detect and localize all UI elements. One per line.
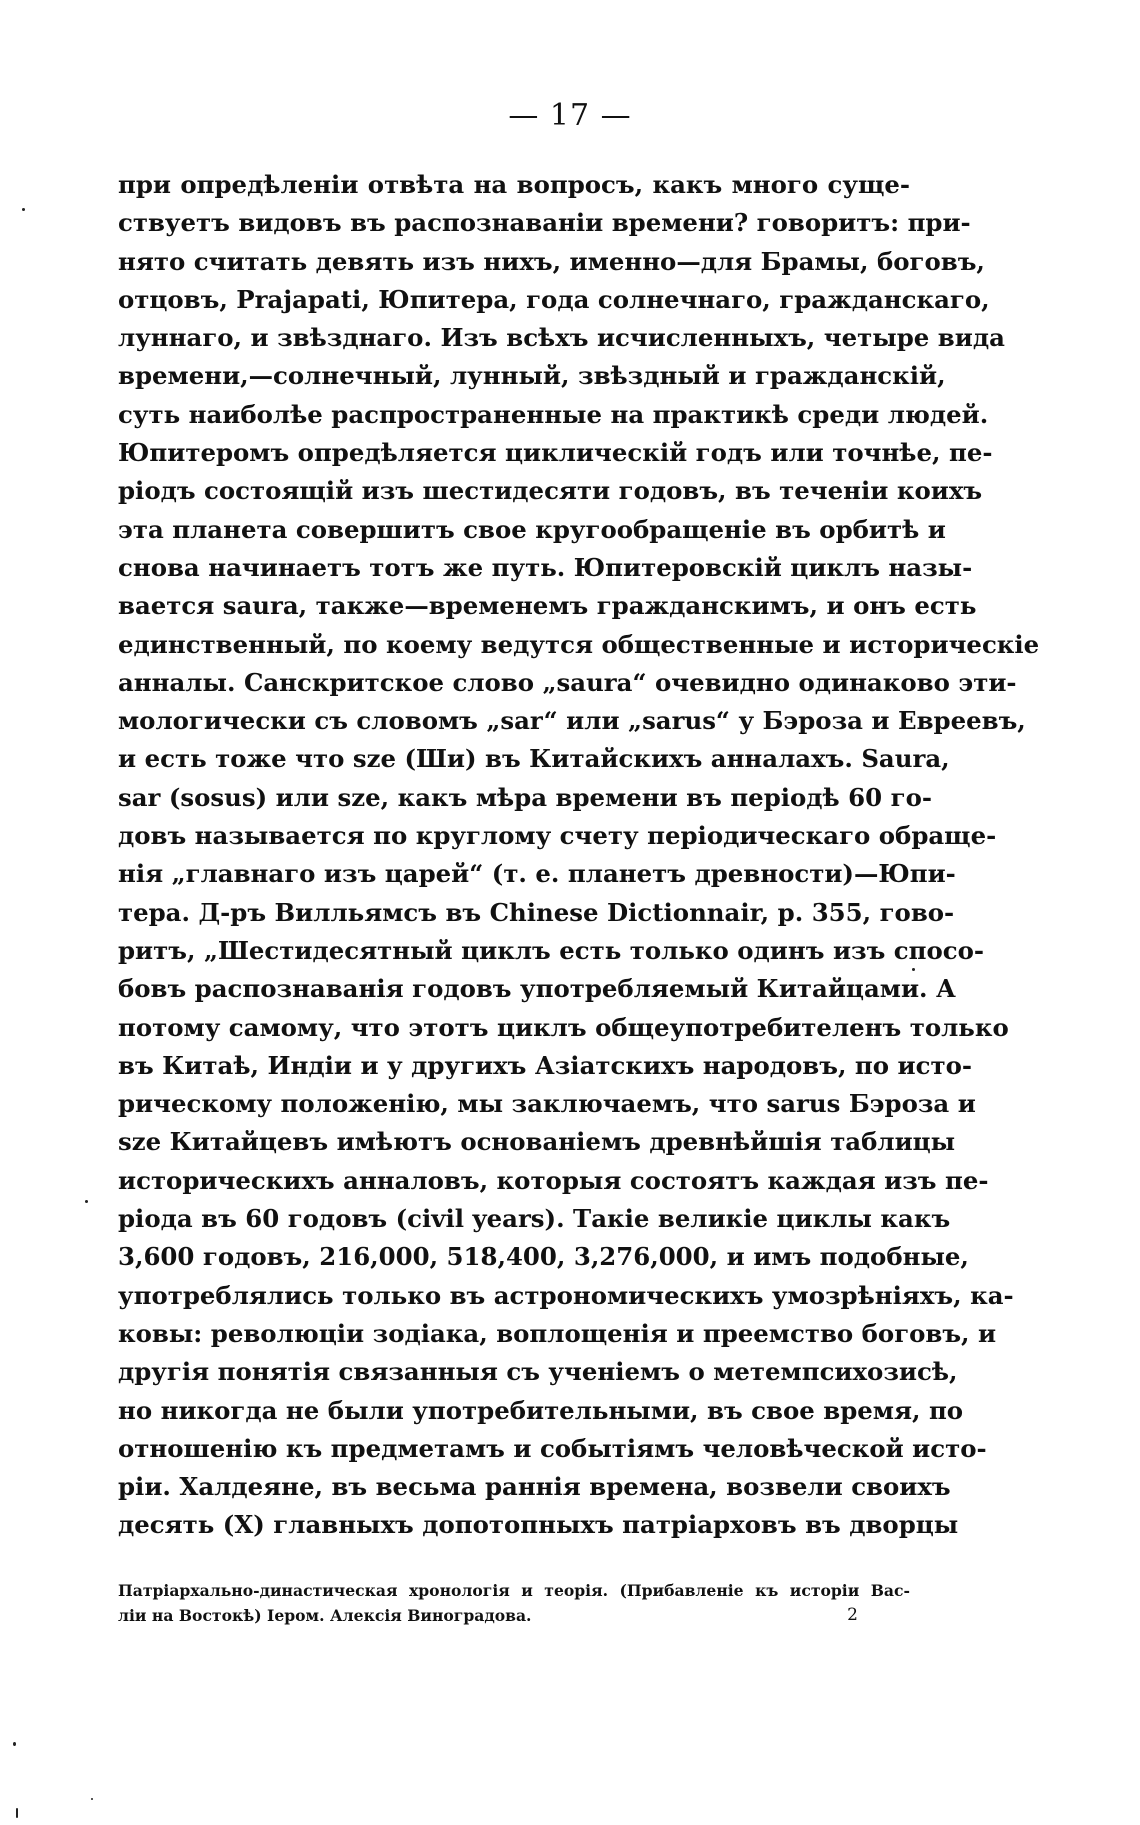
- text-line: ритъ, „Шестидесятный циклъ есть только одинъ изъ спосо-: [118, 935, 985, 965]
- text-line: историческихъ анналовъ, которыя состоятъ каждая изъ пе-: [118, 1165, 989, 1195]
- text-line: ріодъ состоящій изъ шестидесяти годовъ, въ теченіи коихъ: [118, 476, 983, 506]
- footnote-line: [118, 1603, 910, 1628]
- text-line: тера. Д-ръ Вилльямсъ въ Chinese Dictionnair, p. 355, гово-: [118, 897, 955, 927]
- text-line: времени,—солнечный, лунный, звѣздный и гражданскій,: [118, 361, 946, 391]
- text-line: ствуетъ видовъ въ распознаваніи времени? говоритъ: при-: [118, 208, 971, 238]
- scan-speck: [22, 208, 25, 211]
- text-line: потому самому, что этотъ циклъ общеупотребителенъ только: [118, 1012, 1009, 1042]
- text-line: нято считать девять изъ нихъ, именно—для Брамы, боговъ,: [118, 246, 985, 276]
- text-line: но никогда не были употребительными, въ свое время, по: [118, 1395, 964, 1425]
- text-line: нія „главнаго изъ царей“ (т. е. планетъ древности)—Юпи-: [118, 859, 956, 889]
- text-line: бовъ распознаванія годовъ употребляемый Китайцами. А: [118, 974, 956, 1004]
- scan-speck: [912, 968, 915, 971]
- text-line: довъ называется по круглому счету періодическаго обраще-: [118, 821, 997, 851]
- text-line: при опредѣленіи отвѣта на вопросъ, какъ много суще-: [118, 170, 910, 199]
- scan-speck: [91, 1798, 93, 1800]
- scan-speck: [13, 1742, 16, 1746]
- text-line: употреблялись только въ астрономическихъ умозрѣніяхъ, ка-: [118, 1280, 1014, 1310]
- text-line: десять (X) главныхъ допотопныхъ патріарховъ въ дворцы: [118, 1510, 959, 1540]
- text-line: ріода въ 60 годовъ (civil years). Такіе великіе циклы какъ: [118, 1204, 951, 1234]
- text-line: вается saura, также—временемъ гражданскимъ, и онъ есть: [118, 591, 977, 621]
- scan-speck: [85, 1200, 88, 1203]
- signature-mark: 2: [847, 1605, 858, 1625]
- text-line: суть наиболѣе распространенные на практикѣ среди людей.: [118, 399, 989, 429]
- text-line: анналы. Санскритское слово „saura“ очевидно одинаково эти-: [118, 667, 1017, 697]
- body-text: [118, 166, 1040, 1545]
- text-line: sar (sosus) или sze, какъ мѣра времени въ періодѣ 60 го-: [118, 782, 932, 812]
- text-line: Юпитеромъ опредѣляется циклическій годъ или точнѣе, пе-: [118, 438, 993, 468]
- text-line: отцовъ, Prajapati, Юпитера, года солнечнаго, гражданскаго,: [118, 284, 990, 314]
- text-line: sze Китайцевъ имѣютъ основаніемъ древнѣйшія таблицы: [118, 1127, 956, 1157]
- page-number: — 17 —: [508, 98, 632, 133]
- text-line: отношенію къ предметамъ и событіямъ человѣческой исто-: [118, 1433, 987, 1463]
- text-line: другія понятія связанныя съ ученіемъ о метемпсихозисѣ,: [118, 1357, 958, 1387]
- text-line: эта планета совершитъ свое кругообращеніе въ орбитѣ и: [118, 514, 946, 544]
- text-line: ковы: революціи зодіака, воплощенія и преемство боговъ, и: [118, 1318, 997, 1348]
- text-line: 3,600 годовъ, 216,000, 518,400, 3,276,000, и имъ подобные,: [118, 1242, 969, 1272]
- footnote-line: Патріархально-династическая хронологія и теорія. (Прибавленіе къ исторіи Вас-: [118, 1581, 910, 1600]
- text-line: луннаго, и звѣзднаго. Изъ всѣхъ исчисленныхъ, четыре вида: [118, 323, 1005, 353]
- text-line: снова начинаетъ тотъ же путь. Юпитеровскій циклъ назы-: [118, 552, 973, 582]
- footnote-text: ліи на Востокѣ) Іером. Алексія Виноградова.: [118, 1606, 532, 1625]
- text-line: въ Китаѣ, Индіи и у другихъ Азіатскихъ народовъ, по исто-: [118, 1050, 972, 1080]
- text-line: единственный, по коему ведутся общественные и историческіе: [118, 629, 1040, 659]
- scan-speck: [16, 1808, 18, 1818]
- text-line: и есть тоже что sze (Ши) въ Китайскихъ анналахъ. Saura,: [118, 744, 950, 774]
- text-line: мологически съ словомъ „sar“ или „sarus“ у Бэроза и Евреевъ,: [118, 706, 1026, 736]
- text-line: рическому положенію, мы заключаемъ, что sarus Бэроза и: [118, 1089, 976, 1119]
- footnote: [118, 1578, 910, 1628]
- text-line: ріи. Халдеяне, въ весьма раннія времена, возвели своихъ: [118, 1472, 951, 1502]
